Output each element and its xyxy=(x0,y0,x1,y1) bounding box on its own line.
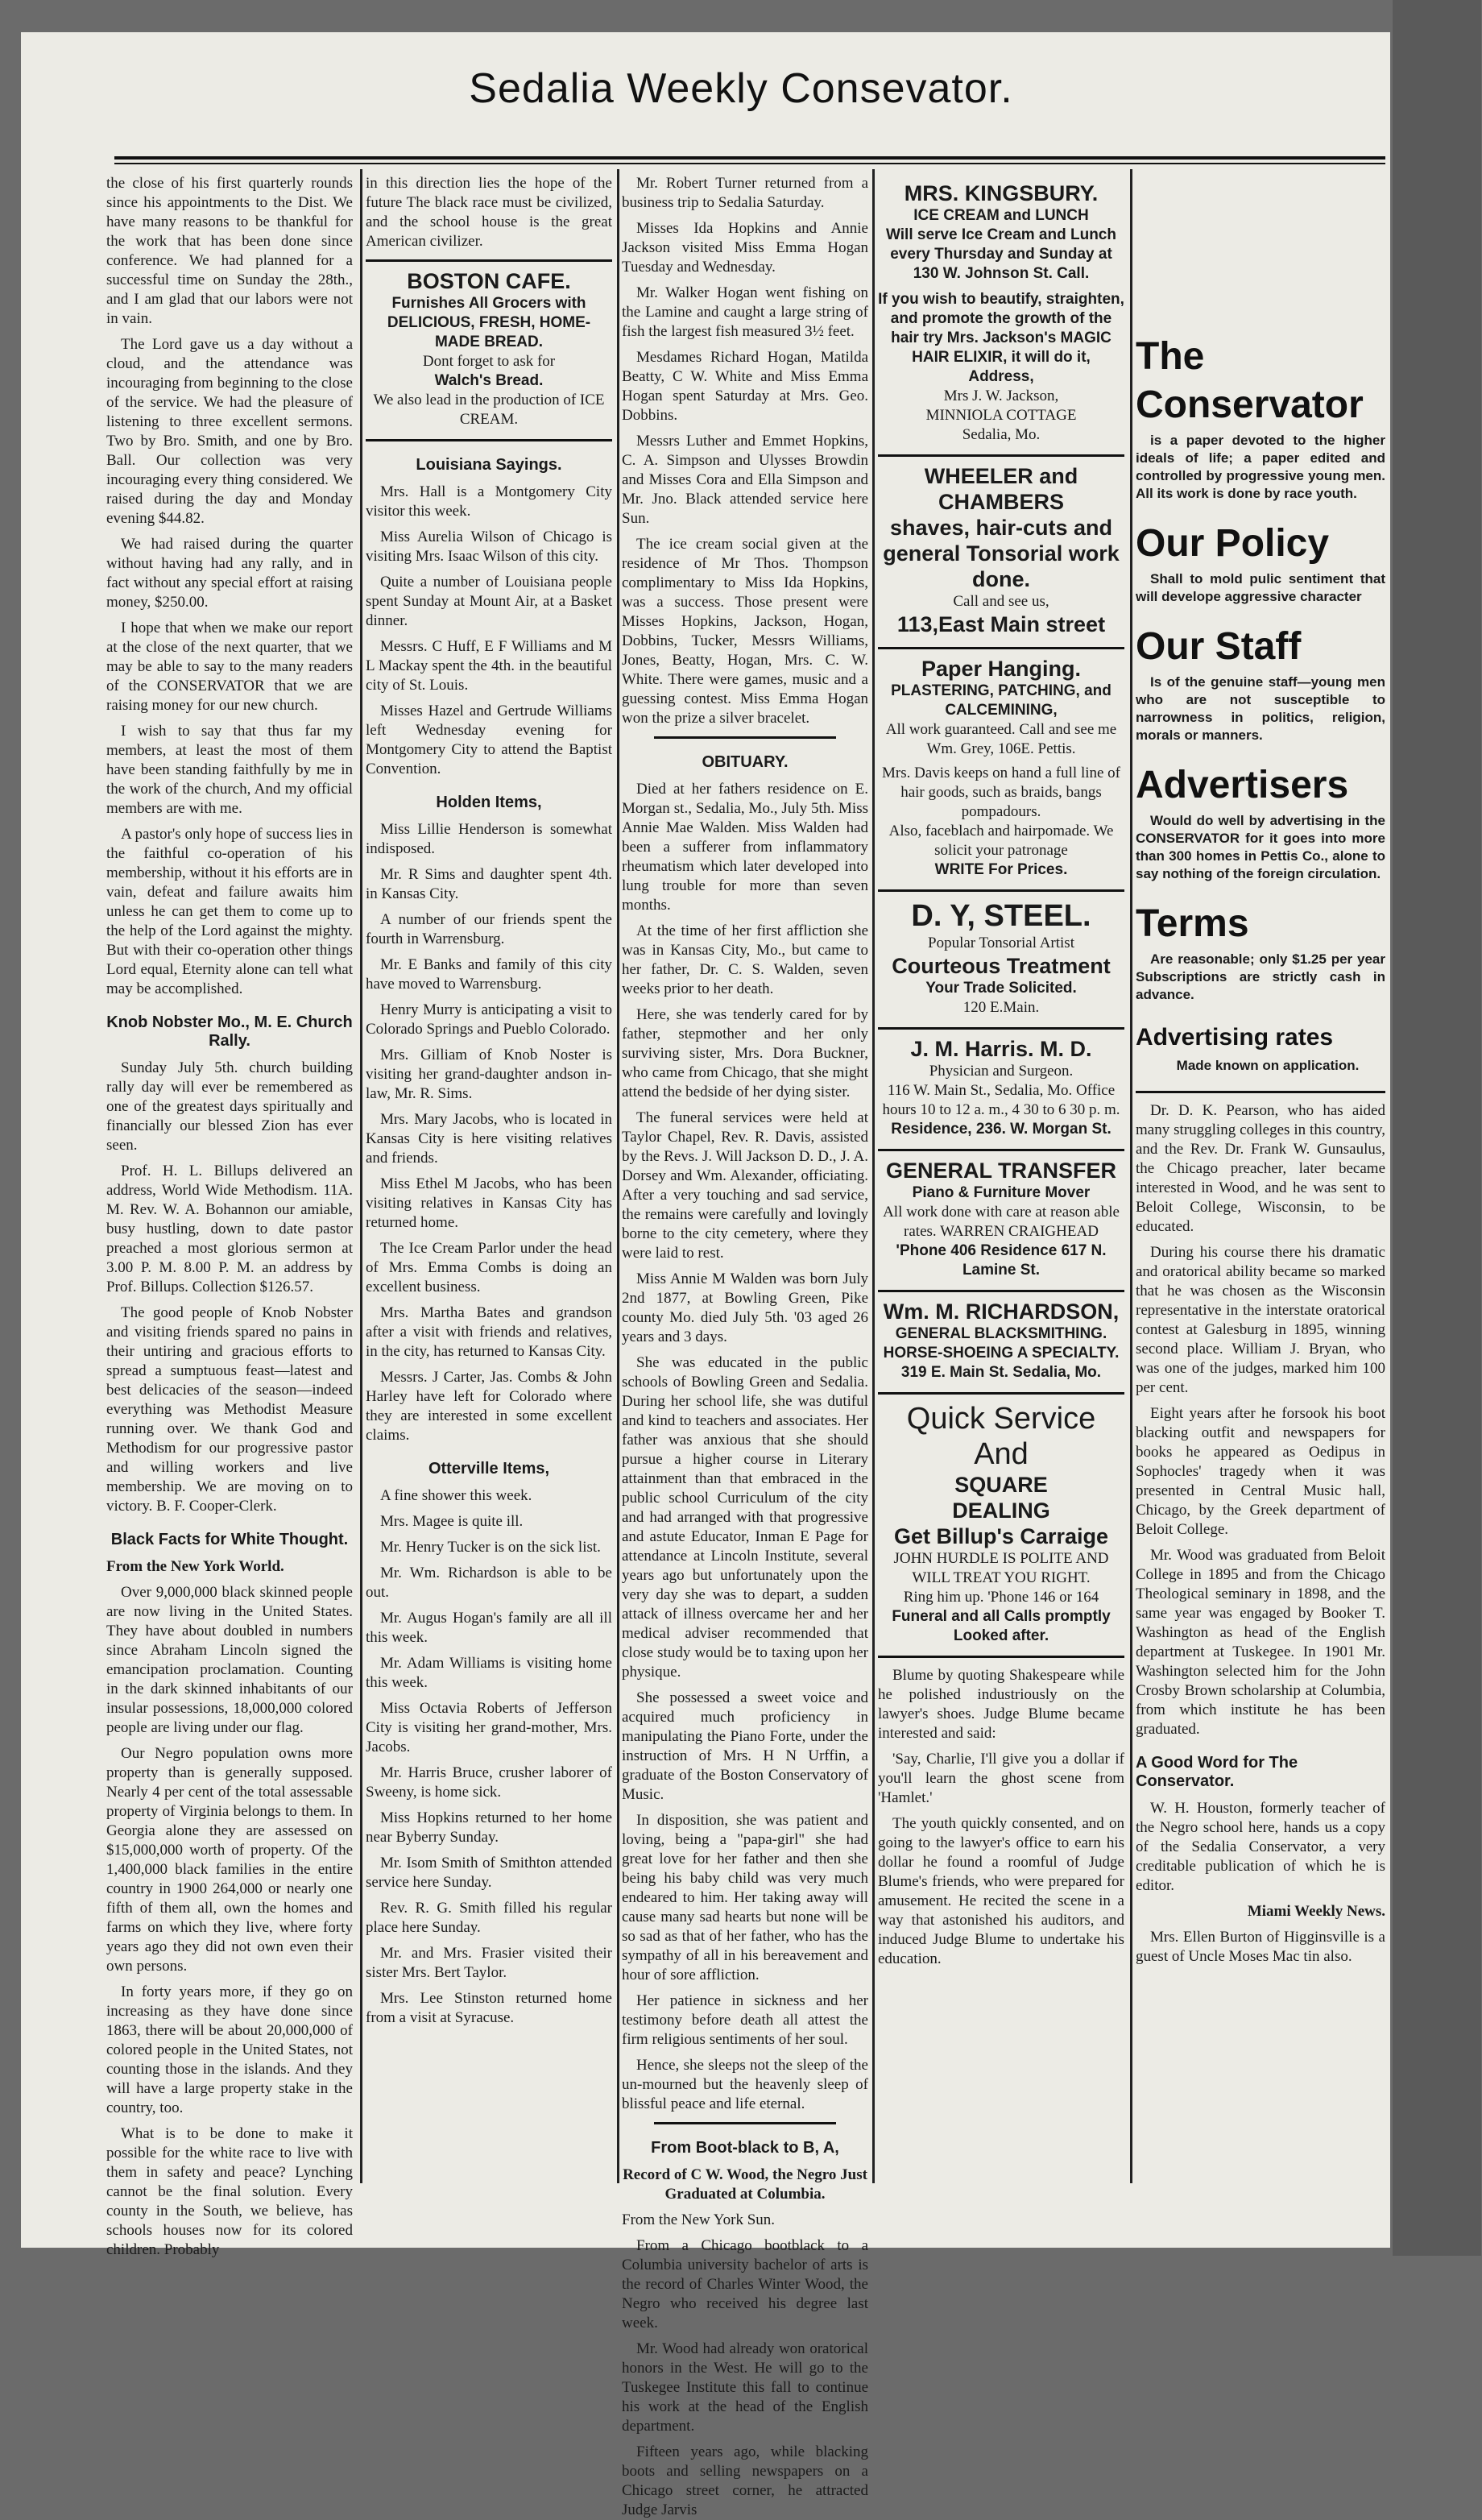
ad-line: GENERAL TRANSFER xyxy=(885,1158,1117,1183)
ad-line: Sedalia, Mo. xyxy=(962,426,1041,443)
article-paragraph: Our Negro population owns more property than is generally supposed. Nearly 4 per cent of the total assessable property of Virginia belongs to them. In Georgia alone they are assessed on $15,000,000 worth of property. Of the 1,400,000 black families in the entire country in 1900 264,000 or nearly one fifth of them all, own the homes and farms on which they live, where forty years ago they did not own even their own persons. xyxy=(106,1745,353,1975)
article-paragraph: Mr. Wm. Richardson is able to be out. xyxy=(366,1565,612,1601)
ad-line: JOHN HURDLE IS POLITE AND WILL TREAT YOU RIGHT. xyxy=(893,1550,1109,1586)
ad-line: All work done with care at reason able rates. WARREN CRAIGHEAD xyxy=(883,1204,1120,1240)
ad-line: Paper Hanging. xyxy=(921,657,1082,681)
article-paragraph: the close of his first quarterly rounds since his appointments to the Dist. We have many reasons to be thankful for the work that has been done since conference. We had planned for a successful time on Sunday the 28th., and I am glad that our labors were not in vain. xyxy=(106,175,353,327)
paper-hanging-ad xyxy=(878,649,1124,892)
divider xyxy=(654,736,836,739)
section-heading: Advertising rates xyxy=(1136,1024,1334,1051)
article-paragraph: Mr. R Sims and daughter spent 4th. in Kansas City. xyxy=(366,866,612,902)
article-paragraph: Blume by quoting Shakespeare while he polished industriously on the lawyer's shoes. Judge Blume became interested and said: xyxy=(878,1667,1124,1742)
page-edge xyxy=(1393,0,1481,2256)
ad-line: 'Phone 406 Residence 617 N. Lamine St. xyxy=(896,1242,1107,1279)
article-paragraph: in this direction lies the hope of the future The black race must be civilized, and the school house is the great American civilizer. xyxy=(366,175,612,250)
article-paragraph: In forty years more, if they go on increasing as they have done since 1863, there will be about 20,000,000 of colored people in the United States, not counting those in the islands. And they will have a large property stake in the country, too. xyxy=(106,1983,353,2116)
article-heading: Otterville Items, xyxy=(428,1460,550,1478)
ad-line: Mrs J. W. Jackson, xyxy=(943,388,1059,404)
ad-line: Wm. M. RICHARDSON, xyxy=(883,1299,1120,1324)
article-paragraph: The funeral services were held at Taylor Chapel, Rev. R. Davis, assisted by the Revs. J. Will Jackson D. D., J. A. Dorsey and Wm. Alexander, officiating. After a very touching and sad service, the remains were carefully and lovingly borne to the city cemetery, where they were laid to rest. xyxy=(622,1109,868,1262)
ad-line: PLASTERING, PATCHING, and CALCEMINING, xyxy=(891,682,1112,719)
article-paragraph: A fine shower this week. xyxy=(380,1487,532,1504)
article-paragraph: Mrs. Hall is a Montgomery City visitor this week. xyxy=(366,483,612,520)
ad-line: CHAMBERS xyxy=(938,490,1064,514)
article-paragraph: Mr. Henry Tucker is on the sick list. xyxy=(380,1539,601,1556)
article-paragraph: She possessed a sweet voice and acquired much proficiency in manipulating the Piano Forte, under the instruction of Mrs. H N Urffin, a graduate of the Boston Conservatory of Music. xyxy=(622,1689,868,1803)
ad-line: shaves, hair-cuts and general Tonsorial work done. xyxy=(883,516,1120,591)
divider xyxy=(654,2122,836,2124)
article-heading: Black Facts for White Thought. xyxy=(110,1531,349,1548)
article-paragraph: Mr. and Mrs. Frasier visited their sister Mrs. Bert Taylor. xyxy=(366,1945,612,1981)
section-heading: Conservator xyxy=(1136,383,1364,426)
article-paragraph: I hope that when we make our report at the close of the next quarter, that we may be able to say to the many readers of the CONSERVATOR that we are raising money for our new church. xyxy=(106,620,353,714)
ad-line: Furnishes All Grocers with xyxy=(391,295,586,312)
article-paragraph: Mr. Isom Smith of Smithton attended service here Sunday. xyxy=(366,1855,612,1891)
ad-line: 113,East Main street xyxy=(896,612,1106,636)
article-paragraph: From a Chicago bootblack to a Columbia university bachelor of arts is the record of Charles Winter Wood, the Negro who received his degree last week. xyxy=(622,2237,868,2331)
section-text: Shall to mold pulic sentiment that will develope aggressive character xyxy=(1136,571,1385,604)
article-paragraph: A number of our friends spent the fourth in Warrensburg. xyxy=(366,911,612,947)
section-heading: Our Policy xyxy=(1136,522,1330,565)
billups-carriage-ad xyxy=(878,1395,1124,1658)
column-rule xyxy=(872,169,875,2183)
general-transfer-ad xyxy=(878,1151,1124,1292)
article-paragraph: In disposition, she was patient and loving, being a "papa-girl" she had great love for her father and then she being his baby child was very much endeared to him. Her taking away will cause many sad hearts but none will be so sad as that of her father, who has the sympathy of all in his bereavement and hour of sore affliction. xyxy=(622,1812,868,1983)
article-paragraph: Quite a number of Louisiana people spent Sunday at Mount Air, at a Basket dinner. xyxy=(366,574,612,629)
ad-line: Physician and Surgeon. xyxy=(929,1063,1074,1080)
article-paragraph: We had raised during the quarter without having had any rally, and in fact without any special effort at raising money, $250.00. xyxy=(106,536,353,611)
masthead-rule xyxy=(114,156,1385,160)
article-paragraph: Sunday July 5th. church building rally day will ever be remembered as one of the greatest days spiritually and financially our blessed Zion has ever seen. xyxy=(106,1059,353,1154)
article-paragraph: Mrs. Lee Stinston returned home from a visit at Syracuse. xyxy=(366,1990,612,2026)
masthead-rule-thin xyxy=(114,163,1385,164)
article-paragraph: What is to be done to make it possible for the white race to live with them in safety and peace? Lynching cannot be the final solution. Every county in the South, we believe, has schools houses now for its colored children. Probably xyxy=(106,2125,353,2258)
article-paragraph: Mrs. Martha Bates and grandson after a visit with friends and relatives, in the city, has returned to Kansas City. xyxy=(366,1304,612,1360)
article-paragraph: Mrs. Magee is quite ill. xyxy=(380,1513,524,1530)
ad-line: WRITE For Prices. xyxy=(934,861,1068,878)
boston-cafe-ad xyxy=(366,259,612,441)
article-paragraph: At the time of her first affliction she was in Kansas City, Mo., but came to her father, Dr. C. S. Walden, seven weeks prior to her death. xyxy=(622,922,868,997)
column-rule xyxy=(617,169,619,2183)
ad-line: 116 W. Main St., Sedalia, Mo. Office hours 10 to 12 a. m., 4 30 to 6 30 p. m. xyxy=(882,1082,1120,1118)
article-paragraph: Here, she was tenderly cared for by father, stepmother and her only surviving sister, Mrs. Dora Buckner, who came from Chicago, that she might attend the bedside of her dying sister. xyxy=(622,1006,868,1100)
article-paragraph: Miss Ethel M Jacobs, who has been visiting relatives in Kansas City has returned home. xyxy=(366,1175,612,1231)
section-text: is a paper devoted to the higher ideals of life; a paper edited and controlled by progressive young men. All its work is done by race youth. xyxy=(1136,433,1385,501)
article-paragraph: Miss Octavia Roberts of Jefferson City is visiting her grand-mother, Mrs. Jacobs. xyxy=(366,1700,612,1755)
ad-line: Also, faceblach and hairpomade. We solicit your patronage xyxy=(888,823,1114,859)
article-paragraph: Her patience in sickness and her testimony before death all attest the firm religious sentiments of her soul. xyxy=(622,1992,868,2048)
ad-line: 120 E.Main. xyxy=(962,999,1040,1016)
article-heading: OBITUARY. xyxy=(702,753,789,771)
article-paragraph: Eight years after he forsook his boot blacking outfit and newspapers for books he appeared as Oedipus in Sophocles' tragedy when it was presented in Central Music hall, Chicago, by the Greek department of Beloit College. xyxy=(1136,1405,1385,1538)
article-paragraph: Dr. D. K. Pearson, who has aided many struggling colleges in this country, and the Rev. Dr. Frank W. Gunsaulus, the Chicago preacher, later became interested in Wood, and he was sent to Beloit College, Wisconsin, to be educated. xyxy=(1136,1102,1385,1235)
article-paragraph: Miss Hopkins returned to her home near Byberry Sunday. xyxy=(366,1809,612,1846)
section-text: Is of the genuine staff—young men who are not susceptible to narrowness in politics, religion, morals or manners. xyxy=(1136,674,1385,743)
article-heading: Knob Nobster Mo., M. E. Church Rally. xyxy=(106,1013,353,1050)
section-heading: The xyxy=(1136,335,1205,378)
ad-line: Piano & Furniture Mover xyxy=(912,1184,1091,1201)
article-source: From the New York World. xyxy=(106,1558,284,1575)
article-paragraph: Mesdames Richard Hogan, Matilda Beatty, C W. White and Miss Emma Hogan spent Saturday at Mrs. Geo. Dobbins. xyxy=(622,349,868,424)
column-4-ads xyxy=(878,174,1124,2180)
ad-line: Quick Service xyxy=(906,1402,1096,1436)
article-paragraph: Mr. Wood had already won oratorical honors in the West. He will go to the Tuskegee Institute this fall to continue his work at the head of the English department. xyxy=(622,2340,868,2435)
article-paragraph: The ice cream social given at the residence of Mr Thos. Thompson complimentary to Miss Ida Hopkins, was a success. Those present were Misses Hopkins, Jackson, Hogan, Dobbins, Tucker, Messrs Williams, Jones, Beatty, Hogan, Mrs. C. W. White. There were games, music and a guessing contest. Miss Emma Hogan won the prize a silver bracelet. xyxy=(622,536,868,727)
article-paragraph: Messrs Luther and Emmet Hopkins, C. A. Simpson and Ulysses Browdin and Misses Cora and Ella Simpson and Mr. Jno. Black attended service here Sun. xyxy=(622,433,868,527)
section-text: Would do well by advertising in the CONSERVATOR for it goes into more than 300 homes in Pettis Co., alone to say nothing of the foreign circulation. xyxy=(1136,813,1385,881)
wheeler-chambers-ad xyxy=(878,457,1124,649)
article-credit: Miami Weekly News. xyxy=(1247,1903,1385,1920)
article-source: From the New York Sun. xyxy=(622,2211,776,2228)
ad-line: 319 E. Main St. Sedalia, Mo. xyxy=(900,1364,1102,1381)
section-heading: Our Staff xyxy=(1136,625,1302,668)
ad-line: GENERAL BLACKSMITHING. xyxy=(895,1325,1107,1342)
article-paragraph: Misses Hazel and Gertrude Williams left Wednesday evening for Montgomery City to attend the Baptist Convention. xyxy=(366,703,612,777)
ad-line: And xyxy=(974,1437,1029,1471)
article-paragraph: Hence, she sleeps not the sleep of the un-mourned but the heavenly sleep of blissful peace and life eternal. xyxy=(622,2057,868,2112)
ad-line: Walch's Bread. xyxy=(434,372,544,389)
ad-line: D. Y, STEEL. xyxy=(911,899,1091,933)
article-heading: Holden Items, xyxy=(436,794,542,811)
article-paragraph: Misses Ida Hopkins and Annie Jackson visited Miss Emma Hogan Tuesday and Wednesday. xyxy=(622,220,868,276)
ad-title: MRS. KINGSBURY. xyxy=(904,181,1099,205)
article-paragraph: The Ice Cream Parlor under the head of Mrs. Emma Combs is doing an excellent business. xyxy=(366,1240,612,1295)
harris-md-ad xyxy=(878,1030,1124,1151)
article-paragraph: W. H. Houston, formerly teacher of the Negro school here, hands us a copy of the Sedalia Conservator, a very creditable publication of which he is editor. xyxy=(1136,1800,1385,1894)
article-paragraph: Messrs. C Huff, E F Williams and M L Mackay spent the 4th. in the beautiful city of St. Louis. xyxy=(366,638,612,694)
article-paragraph: She was educated in the public schools of Bowling Green and Sedalia. During her school life, she was dutiful and kind to teachers and associates. Her father was anxious that she should pursue a higher course in Literary attainment than that embraced in the public school Curriculum of the city and had arranged with that progressive and astute Educator, Inman E Page for attendance at Lincoln Institute, several years ago but unfortunately upon the very day she was to depart, a sudden attack of illness overcame her and her medical adviser recommended that close study would be to taxing upon her physique. xyxy=(622,1354,868,1681)
article-paragraph: Mr. E Banks and family of this city have moved to Warrensburg. xyxy=(366,956,612,993)
ad-line: We also lead in the production of ICE CREAM. xyxy=(373,392,605,428)
richardson-ad xyxy=(878,1292,1124,1395)
article-paragraph: Mrs. Gilliam of Knob Noster is visiting her grand-daughter andson in-law, Mr. R. Sims. xyxy=(366,1047,612,1102)
article-paragraph: Mrs. Ellen Burton of Higginsville is a guest of Uncle Moses Mac tin also. xyxy=(1136,1929,1385,1965)
column-3 xyxy=(622,174,868,2518)
section-heading: Terms xyxy=(1136,902,1249,945)
article-paragraph: Mr. Adam Williams is visiting home this week. xyxy=(366,1655,612,1691)
ad-line: Popular Tonsorial Artist xyxy=(928,935,1074,951)
ad-line: If you wish to beautify, straighten, and promote the growth of the hair try Mrs. Jackson's MAGIC HAIR ELIXIR, it will do it, Address, xyxy=(878,291,1124,385)
ad-line: Mrs. Davis keeps on hand a full line of hair goods, such as braids, bangs pompadours. xyxy=(881,765,1121,820)
ad-line: ICE CREAM and LUNCH xyxy=(913,207,1089,224)
article-paragraph: Mr. Robert Turner returned from a business trip to Sedalia Saturday. xyxy=(622,175,868,211)
article-paragraph: Prof. H. L. Billups delivered an address, World Wide Methodism. 11A. M. Rev. W. A. Bohannon our amiable, busy hustling, down to date pastor preached a most glorious sermon at 3.00 P. M. 8.00 P. M. an address by Prof. Billups. Collection $126.57. xyxy=(106,1163,353,1295)
article-paragraph: Henry Murry is anticipating a visit to Colorado Springs and Pueblo Colorado. xyxy=(366,1001,612,1038)
ad-line: Get Billup's Carraige xyxy=(894,1524,1108,1548)
article-heading: A Good Word for The Conservator. xyxy=(1136,1754,1298,1790)
ad-line: All work guaranteed. Call and see me Wm. Grey, 106E. Pettis. xyxy=(885,721,1117,757)
article-heading: Louisiana Sayings. xyxy=(416,456,562,474)
article-paragraph: Mr. Harris Bruce, crusher laborer of Sweeny, is home sick. xyxy=(366,1764,612,1801)
ad-line: DELICIOUS, FRESH, HOME-MADE BREAD. xyxy=(387,314,591,350)
article-paragraph: Miss Aurelia Wilson of Chicago is visiting Mrs. Isaac Wilson of this city. xyxy=(366,528,612,565)
article-heading: From Boot-black to B, A, xyxy=(651,2139,839,2157)
section-text: Made known on application. xyxy=(1176,1058,1360,1073)
ad-line: DEALING xyxy=(952,1498,1050,1523)
ad-line: MINNIOLA COTTAGE xyxy=(925,407,1077,424)
article-paragraph: Over 9,000,000 black skinned people are now living in the United States. They have about doubled in numbers since Abraham Lincoln signed the emancipation proclamation. Counting in the dark skinned inhabitants of our insular possessions, 18,000,000 colored people are living under our flag. xyxy=(106,1584,353,1736)
article-paragraph: Mr. Walker Hogan went fishing on the Lamine and caught a large string of fish the largest fish measured 3½ feet. xyxy=(622,284,868,340)
article-paragraph: Fifteen years ago, while blacking boots and selling newspapers on a Chicago street corner, he attracted Judge Jarvis xyxy=(622,2443,868,2518)
article-paragraph: The Lord gave us a day without a cloud, and the attendance was incouraging from beginning to the close of the service. We had the pleasure of listening to three excellent sermons. Two by Bro. Smith, and one by Bro. Ball. Our collection was very incouraging every thing considered. We raised during the day and Monday evening $44.82. xyxy=(106,336,353,527)
article-paragraph: Mr. Wood was graduated from Beloit College in 1895 and from the Chicago Theological seminary in 1898, and the same year was engaged by Booker T. Washington as head of the English department at Tuskegee. In 1901 Mr. Washington selected him for the John Crosby Brown scholarship at Columbia, from which institute he has been graduated. xyxy=(1136,1547,1385,1738)
ad-line: Courteous Treatment xyxy=(892,954,1111,978)
article-paragraph: The youth quickly consented, and on going to the lawyer's office to earn his dollar he found a roomful of Judge Blume's friends, who were prepared for amusement. He recited the scene in a way that astonished his auditors, and induced Judge Blume to undertake his education. xyxy=(878,1815,1124,1967)
kingsbury-ad xyxy=(878,174,1124,457)
column-rule xyxy=(1130,169,1132,2183)
section-heading: Advertisers xyxy=(1136,764,1349,806)
ad-line: Ring him up. 'Phone 146 or 164 xyxy=(903,1589,1099,1606)
section-text: Are reasonable; only $1.25 per year Subscriptions are strictly cash in advance. xyxy=(1136,951,1385,1002)
article-subheading: Record of C W. Wood, the Negro Just Graduated at Columbia. xyxy=(623,2166,867,2203)
column-rule xyxy=(360,169,362,2183)
article-paragraph: 'Say, Charlie, I'll give you a dollar if you'll learn the ghost scene from 'Hamlet.' xyxy=(878,1751,1124,1806)
divider xyxy=(1136,1091,1385,1093)
article-paragraph: Mr. Augus Hogan's family are all ill this week. xyxy=(366,1610,612,1646)
ad-line: SQUARE xyxy=(954,1473,1048,1497)
ad-line: J. M. Harris. M. D. xyxy=(910,1037,1092,1061)
article-paragraph: Miss Lillie Henderson is somewhat indisposed. xyxy=(366,821,612,857)
dy-steel-ad xyxy=(878,892,1124,1030)
article-paragraph: Rev. R. G. Smith filled his regular place here Sunday. xyxy=(366,1900,612,1936)
article-paragraph: A pastor's only hope of success lies in the faithful co-operation of his membership, without it his efforts are in vain, defeat and failure awaits him unless he can get them to come up to the help of the Lord against the mighty. But with their co-operation other things Lord equal, Eternity alone can tell what may be accomplished. xyxy=(106,826,353,997)
ad-line: Residence, 236. W. Morgan St. xyxy=(891,1121,1112,1138)
masthead: Sedalia Weekly Consevator. xyxy=(469,65,1013,112)
article-paragraph: The good people of Knob Nobster and visiting friends spared no pains in their untiring and gracious efforts to spread a sumptuous feast—latest and best delicacies of the season—indeed everything was Methodist Measure running over. We thank God and Methodism for our progressive pastor and willing workers and live membership. We are moving on to victory. B. F. Cooper-Clerk. xyxy=(106,1304,353,1515)
ad-line: HORSE-SHOEING A SPECIALTY. xyxy=(883,1345,1120,1362)
column-1 xyxy=(106,174,353,2258)
article-paragraph: During his course there his dramatic and oratorical ability became so marked that he was chosen as the Wisconsin representative in the interstate oratorical contest at Galesburg in 1895, winning second place. William J. Bryan, who was one of the judges, marked him 100 per cent. xyxy=(1136,1244,1385,1396)
ad-line: Will serve Ice Cream and Lunch every Thursday and Sunday at 130 W. Johnson St. Call. xyxy=(886,226,1116,282)
article-paragraph: Died at her fathers residence on E. Morgan st., Sedalia, Mo., July 5th. Miss Annie Mae Walden. Miss Walden had been a sufferer from inflammatory rheumatism which later developed into lung trouble for more than seven months. xyxy=(622,781,868,914)
article-paragraph: Mrs. Mary Jacobs, who is located in Kansas City is here visiting relatives and friends. xyxy=(366,1111,612,1167)
column-5 xyxy=(1136,174,1385,2180)
ad-line: Call and see us, xyxy=(953,593,1049,610)
article-paragraph: Miss Annie M Walden was born July 2nd 1877, at Bowling Green, Pike county Mo. died July 5th. '03 aged 26 years and 3 days. xyxy=(622,1270,868,1345)
article-paragraph: Messrs. J Carter, Jas. Combs & John Harley have left for Colorado where they are interested in some excellent claims. xyxy=(366,1369,612,1444)
ad-line: Funeral and all Calls promptly Looked after. xyxy=(892,1608,1111,1644)
column-2 xyxy=(366,174,612,2180)
ad-line: Dont forget to ask for xyxy=(422,353,556,370)
article-paragraph: I wish to say that thus far my members, at least the most of them have been standing faithfully by me in the work of the church, And my official members are with me. xyxy=(106,723,353,817)
ad-title: BOSTON CAFE. xyxy=(407,269,571,293)
ad-line: WHEELER and xyxy=(924,464,1078,488)
ad-line: Your Trade Solicited. xyxy=(925,980,1077,997)
